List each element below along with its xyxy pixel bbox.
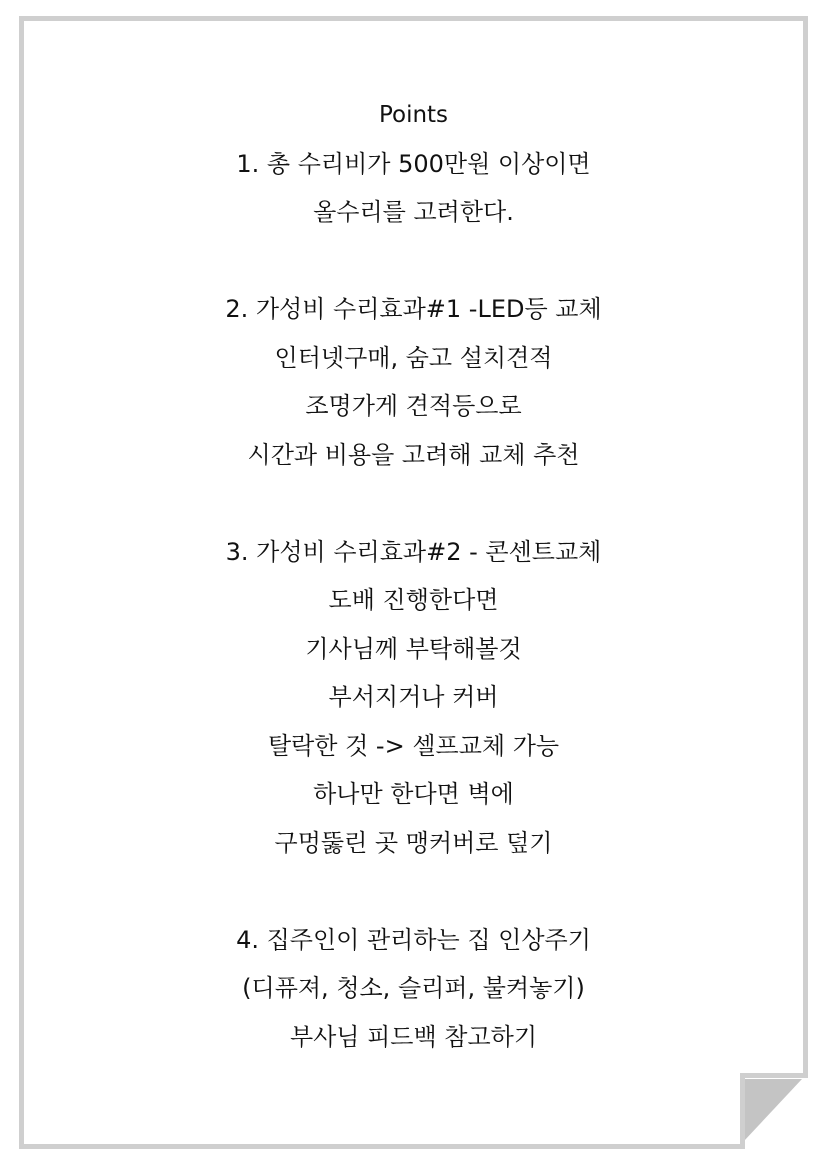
point-line: 4. 집주인이 관리하는 집 인상주기 bbox=[236, 925, 591, 954]
fold-edge bbox=[740, 1073, 745, 1149]
note-title: Points bbox=[378, 102, 449, 128]
section-spacer bbox=[24, 237, 803, 286]
point-line: 인터넷구매, 숨고 설치견적 bbox=[274, 343, 553, 372]
point-line: 하나만 한다면 벽에 bbox=[313, 780, 514, 808]
point-line: 시간과 비용을 고려해 교체 추천 bbox=[247, 440, 580, 469]
point-line: 도배 진행한다면 bbox=[328, 586, 499, 614]
section-spacer bbox=[24, 479, 803, 528]
point-section-4 bbox=[24, 916, 803, 1062]
note-paper bbox=[19, 16, 808, 1149]
point-line: 탈락한 것 -> 셀프교체 가능 bbox=[267, 731, 560, 760]
point-line: 부사님 피드백 참고하기 bbox=[289, 1022, 538, 1051]
point-line: 조명가게 견적등으로 bbox=[305, 392, 522, 420]
point-line: 부서지거나 커버 bbox=[328, 683, 499, 711]
fold-top-edge bbox=[740, 1073, 808, 1078]
point-section-2 bbox=[24, 285, 803, 479]
point-line: 1. 총 수리비가 500만원 이상이면 bbox=[236, 149, 591, 178]
page-curl-icon bbox=[740, 1073, 808, 1149]
point-line: 2. 가성비 수리효과#1 -LED등 교체 bbox=[225, 295, 602, 323]
point-section-1 bbox=[24, 140, 803, 237]
section-spacer bbox=[24, 867, 803, 916]
point-section-3 bbox=[24, 528, 803, 868]
point-line: 기사님께 부탁해볼것 bbox=[305, 634, 522, 663]
point-line: 구멍뚫린 곳 맹커버로 덮기 bbox=[274, 828, 553, 857]
point-line: 올수리를 고려한다. bbox=[313, 198, 514, 226]
point-line: (디퓨져, 청소, 슬리퍼, 불켜놓기) bbox=[242, 974, 585, 1002]
note-content bbox=[24, 91, 803, 1061]
point-line: 3. 가성비 수리효과#2 - 콘센트교체 bbox=[225, 537, 602, 566]
